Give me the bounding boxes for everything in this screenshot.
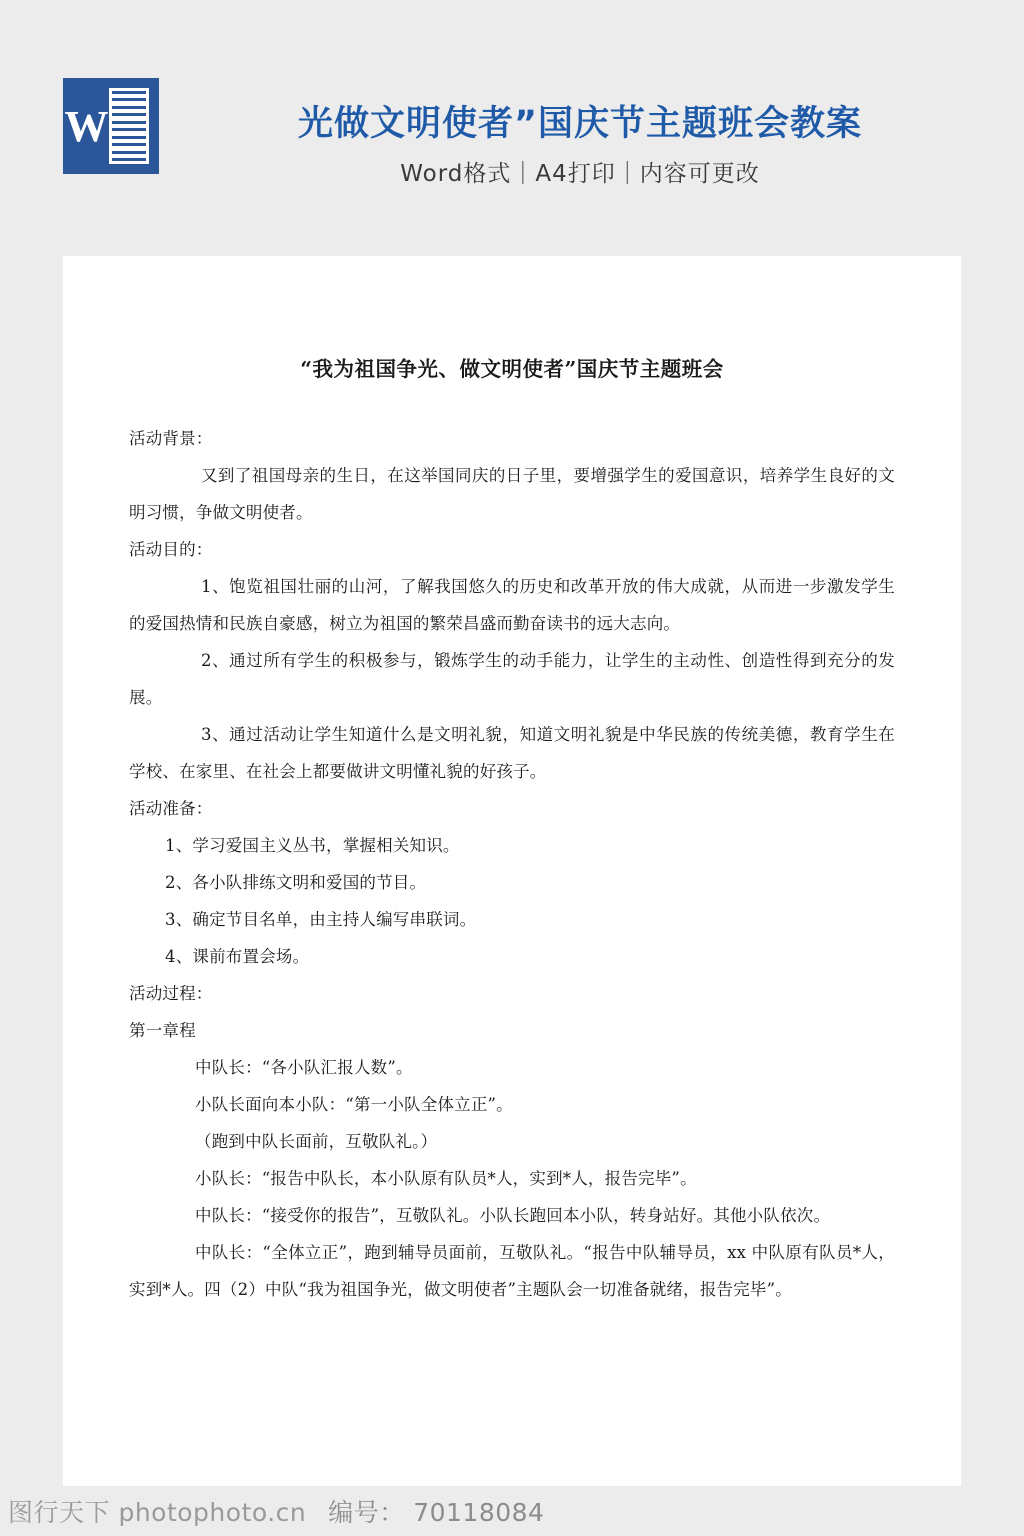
document-paragraph: 小队长面向本小队：“第一小队全体立正”。 <box>195 1095 513 1114</box>
watermark-footer <box>0 1486 1024 1536</box>
document-page <box>63 256 961 1486</box>
banner-title: 光做文明使者”国庆节主题班会教案 <box>297 104 862 144</box>
document-paragraph: 3、通过活动让学生知道什么是文明礼貌，知道文明礼貌是中华民族的传统美德，教育学生在学校、在家里、在社会上都要做讲文明懂礼貌的好孩子。 <box>129 725 895 781</box>
document-paragraph: 中队长：“接受你的报告”，互敬队礼。小队长跑回本小队，转身站好。其他小队依次。 <box>195 1206 831 1225</box>
header-banner <box>0 0 1024 255</box>
document-paragraph: 活动目的： <box>129 540 213 559</box>
watermark-code: 编号： 70118084 <box>328 1498 545 1527</box>
word-logo-icon <box>63 78 159 174</box>
document-paragraph: 2、各小队排练文明和爱国的节目。 <box>165 873 427 892</box>
watermark-site: 图行天下 photophoto.cn <box>8 1498 307 1527</box>
document-paragraph: 2、通过所有学生的积极参与，锻炼学生的动手能力，让学生的主动性、创造性得到充分的发展。 <box>129 651 895 707</box>
document-paragraph: 又到了祖国母亲的生日，在这举国同庆的日子里，要增强学生的爱国意识，培养学生良好的文明习惯，争做文明使者。 <box>129 466 895 522</box>
document-paragraph: 1、饱览祖国壮丽的山河，了解我国悠久的历史和改革开放的伟大成就，从而进一步激发学生的爱国热情和民族自豪感，树立为祖国的繁荣昌盛而勤奋读书的远大志向。 <box>129 577 895 633</box>
document-paragraph: （跑到中队长面前，互敬队礼。） <box>195 1132 438 1151</box>
document-paragraph: 活动背景： <box>129 429 213 448</box>
document-paragraph: 中队长：“全体立正”，跑到辅导员面前，互敬队礼。“报告中队辅导员，xx 中队原有队员*人，实到*人。四（2）中队“我为祖国争光，做文明使者”主题队会一切准备就绪，报告完毕”。 <box>129 1243 895 1299</box>
banner-subtitle: Word格式｜A4打印｜内容可更改 <box>400 161 760 187</box>
word-logo-letter: W <box>64 101 108 151</box>
document-title: “我为祖国争光、做文明使者”国庆节主题班会 <box>300 357 724 381</box>
document-paragraph: 1、学习爱国主义丛书，掌握相关知识。 <box>165 836 460 855</box>
word-logo-lines <box>109 88 149 164</box>
document-paragraph: 小队长：“报告中队长，本小队原有队员*人，实到*人，报告完毕”。 <box>195 1169 697 1188</box>
document-paragraph: 第一章程 <box>129 1021 196 1040</box>
document-paragraph: 活动准备： <box>129 799 213 818</box>
document-paragraph: 4、课前布置会场。 <box>165 947 310 966</box>
document-body <box>129 420 895 1308</box>
document-paragraph: 活动过程： <box>129 984 213 1003</box>
document-paragraph: 3、确定节目名单，由主持人编写串联词。 <box>165 910 477 929</box>
document-paragraph: 中队长：“各小队汇报人数”。 <box>195 1058 413 1077</box>
